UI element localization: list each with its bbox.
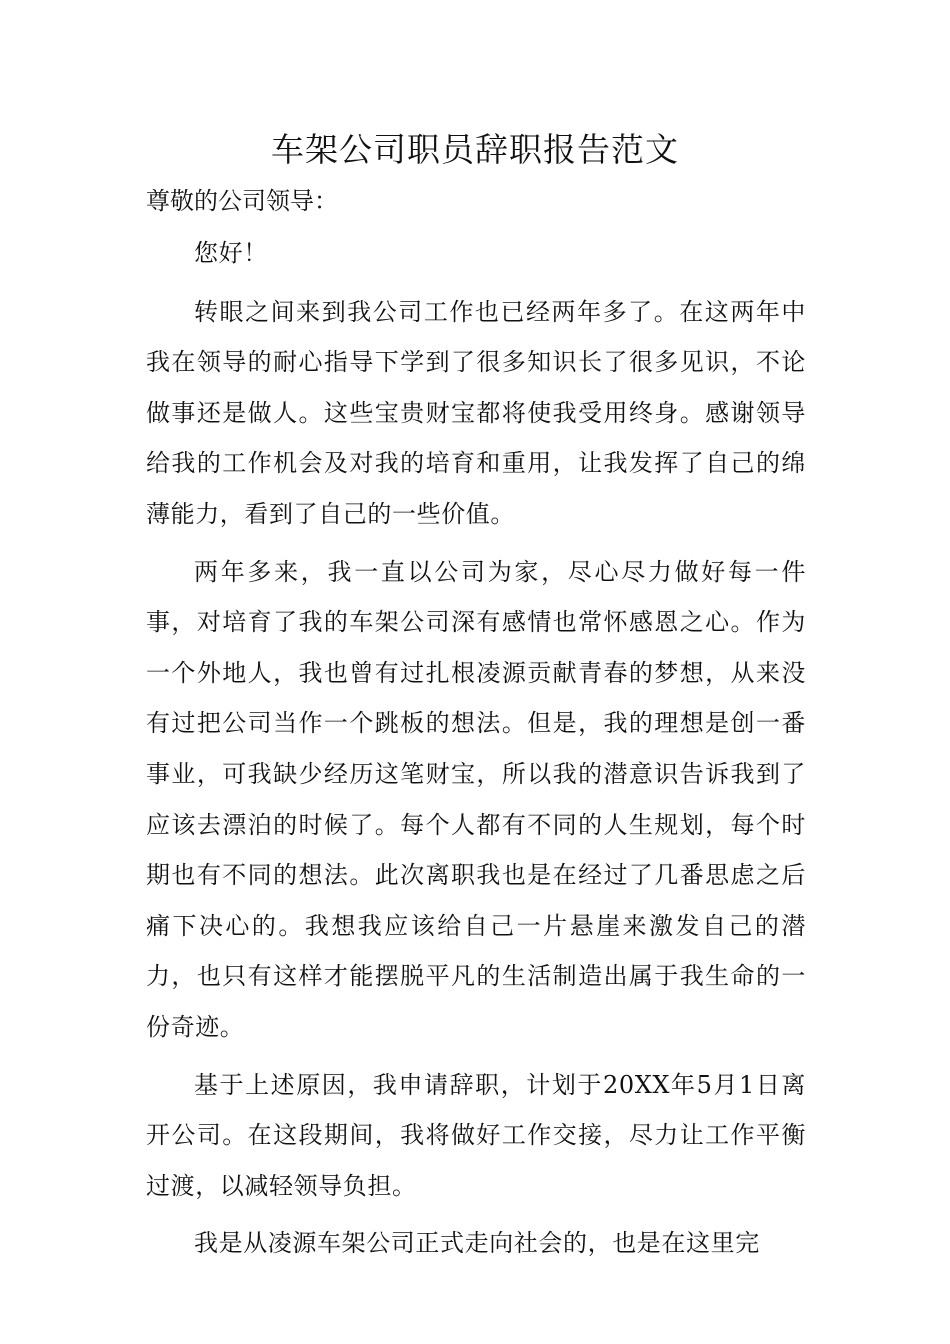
- greeting: 您好！: [194, 239, 268, 267]
- paragraph-1: 转眼之间来到我公司工作也已经两年多了。在这两年中我在领导的耐心指导下学到了很多知识长了很多见识，不论做事还是做人。这些宝贵财宝都将使我受用终身。感谢领导给我的工作机会及对我的培育和重用，让我发挥了自己的绵薄能力，看到了自己的一些价值。: [146, 297, 806, 528]
- salutation: 尊敬的公司领导：: [146, 187, 338, 215]
- document-title: 车架公司职员辞职报告范文: [271, 130, 679, 169]
- paragraph-4: 我是从凌源车架公司正式走向社会的，也是在这里完: [194, 1229, 760, 1258]
- paragraph-2: 两年多来，我一直以公司为家，尽心尽力做好每一件事，对培育了我的车架公司深有感情也常怀感恩之心。作为一个外地人，我也曾有过扎根凌源贡献青春的梦想，从来没有过把公司当作一个跳板的想法。但是，我的理想是创一番事业，可我缺少经历这笔财宝，所以我的潜意识告诉我到了应该去漂泊的时候了。每个人都有不同的人生规划，每个时期也有不同的想法。此次离职我也是在经过了几番思虑之后痛下决心的。我想我应该给自己一片悬崖来激发自己的潜力，也只有这样才能摆脱平凡的生活制造出属于我生命的一份奇迹。: [146, 557, 806, 1041]
- letter-body: [146, 228, 806, 1276]
- paragraph-3: 基于上述原因，我申请辞职，计划于20XX年5月1日离开公司。在这段期间，我将做好工作交接，尽力让工作平衡过渡，以减轻领导负担。: [146, 1070, 806, 1200]
